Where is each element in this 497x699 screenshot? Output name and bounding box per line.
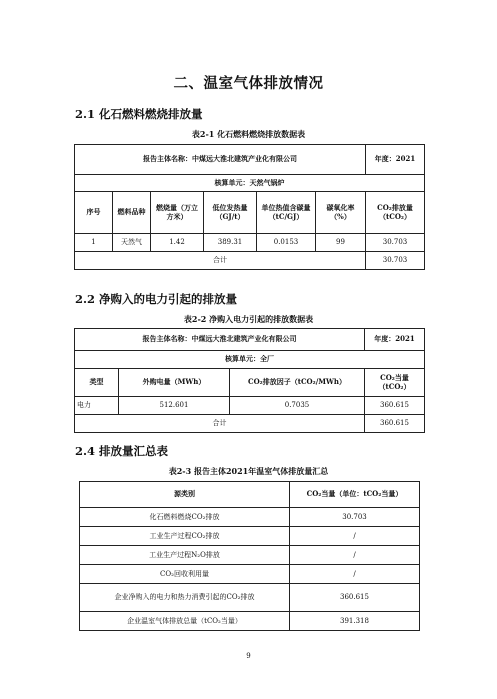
- header-cell: CO₂排放量（tCO₂）: [366, 192, 425, 234]
- reporter-name: 报告主体名称：中煤远大淮北建筑产业化有限公司: [75, 145, 366, 175]
- table-cell: 30.703: [366, 234, 425, 252]
- table-row: [75, 397, 425, 415]
- total-value: 360.615: [365, 415, 425, 433]
- accounting-unit: 核算单元：全厂: [75, 351, 425, 369]
- emission-summary-table: [79, 481, 420, 631]
- header-cell: 碳氧化率（%）: [316, 192, 366, 234]
- section-2-1-title: 2.1 化石燃料燃烧排放量: [75, 107, 203, 121]
- header-cell: CO₂排放因子（tCO₂/MWh）: [230, 369, 365, 397]
- header-cell: 燃烧量（万立方米）: [151, 192, 204, 234]
- page-number: 9: [246, 652, 251, 660]
- table-cell: 391.318: [290, 612, 420, 631]
- total-value: 30.703: [366, 252, 425, 270]
- table-cell: 1.42: [151, 234, 204, 252]
- section-2-4-title: 2.4 排放量汇总表: [75, 444, 169, 458]
- report-year: 年度：2021: [366, 145, 425, 175]
- table-row: [80, 565, 420, 584]
- section-2-2-title: 2.2 净购入的电力引起的排放量: [75, 292, 238, 306]
- table-cell: /: [290, 527, 420, 546]
- table-cell: 企业温室气体排放总量（tCO₂当量）: [80, 612, 290, 631]
- table-cell: CO₂回收利用量: [80, 565, 290, 584]
- table-row: [80, 584, 420, 612]
- header-cell: 序号: [75, 192, 113, 234]
- header-cell: CO₂当量（单位：tCO₂当量）: [290, 482, 420, 508]
- header-cell: 燃料品种: [113, 192, 151, 234]
- table-cell: 1: [75, 234, 113, 252]
- table-2-3-caption: 表2-3 报告主体2021年温室气体排放量汇总: [168, 466, 329, 476]
- reporter-name: 报告主体名称：中煤远大淮北建筑产业化有限公司: [75, 329, 365, 351]
- table-cell: 电力: [75, 397, 119, 415]
- table-cell: 工业生产过程N₂O排放: [80, 546, 290, 565]
- table-row: [80, 508, 420, 527]
- table-cell: 360.615: [365, 397, 425, 415]
- chapter-title: 二、温室气体排放情况: [173, 75, 324, 92]
- table-cell: 企业净购入的电力和热力消费引起的CO₂排放: [80, 584, 290, 612]
- table-cell: 0.7035: [230, 397, 365, 415]
- table-cell: /: [290, 546, 420, 565]
- table-row: [75, 234, 425, 252]
- fossil-fuel-table: [74, 144, 425, 270]
- table-cell: /: [290, 565, 420, 584]
- total-label: 合计: [75, 252, 366, 270]
- total-row: [75, 415, 425, 433]
- header-cell: 类型: [75, 369, 119, 397]
- total-row: [75, 252, 425, 270]
- header-cell: 源类别: [80, 482, 290, 508]
- header-cell: 单位热值含碳量（tC/GJ）: [257, 192, 316, 234]
- report-year: 年度：2021: [365, 329, 425, 351]
- table-cell: 工业生产过程CO₂排放: [80, 527, 290, 546]
- table-cell: 30.703: [290, 508, 420, 527]
- electricity-table: [74, 328, 425, 433]
- header-cell: CO₂当量（tCO₂）: [365, 369, 425, 397]
- total-label: 合计: [75, 415, 365, 433]
- table-cell: 389.31: [204, 234, 257, 252]
- table-cell: 99: [316, 234, 366, 252]
- table-2-1-caption: 表2-1 化石燃料燃烧排放数据表: [191, 129, 306, 139]
- accounting-unit: 核算单元：天然气锅炉: [75, 175, 425, 192]
- table-cell: 512.601: [119, 397, 230, 415]
- table-row: [80, 612, 420, 631]
- table-row: [80, 527, 420, 546]
- table-cell: 天然气: [113, 234, 151, 252]
- header-cell: 低位发热量（GJ/t）: [204, 192, 257, 234]
- table-row: [80, 546, 420, 565]
- table-2-2-caption: 表2-2 净购入电力引起的排放数据表: [183, 314, 314, 324]
- table-cell: 0.0153: [257, 234, 316, 252]
- table-cell: 化石燃料燃烧CO₂排放: [80, 508, 290, 527]
- header-cell: 外购电量（MWh）: [119, 369, 230, 397]
- table-cell: 360.615: [290, 584, 420, 612]
